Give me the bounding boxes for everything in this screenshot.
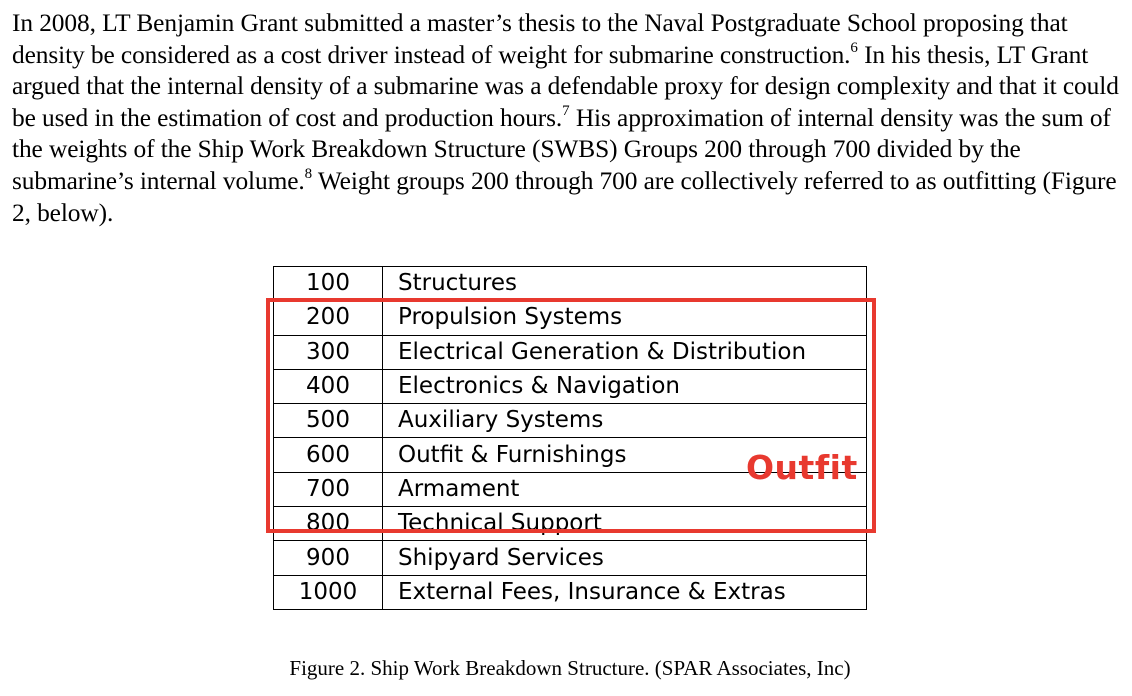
swbs-group-code: 100 xyxy=(274,267,383,301)
swbs-group-code: 500 xyxy=(274,404,383,438)
swbs-group-name: Electrical Generation & Distribution xyxy=(383,335,867,369)
body-paragraph xyxy=(12,8,1124,229)
swbs-group-name: Propulsion Systems xyxy=(383,301,867,335)
swbs-group-name: Auxiliary Systems xyxy=(383,404,867,438)
swbs-group-code: 700 xyxy=(274,472,383,506)
outfit-highlight-box xyxy=(266,298,876,533)
swbs-group-name: Structures xyxy=(383,267,867,301)
swbs-group-code: 400 xyxy=(274,369,383,403)
footnote-ref-6[interactable]: 6 xyxy=(850,39,858,56)
table-row xyxy=(274,575,867,609)
outfit-label: Outfit xyxy=(746,448,858,487)
swbs-group-name: Outfit & Furnishings xyxy=(383,438,867,472)
swbs-group-name: Electronics & Navigation xyxy=(383,369,867,403)
table-row xyxy=(274,541,867,575)
swbs-group-name: Armament xyxy=(383,472,867,506)
footnote-ref-8[interactable]: 8 xyxy=(304,165,313,182)
swbs-group-name: Shipyard Services xyxy=(383,541,867,575)
swbs-group-code: 1000 xyxy=(274,575,383,609)
swbs-group-name: Technical Support xyxy=(383,507,867,541)
swbs-group-code: 200 xyxy=(274,301,383,335)
swbs-group-code: 800 xyxy=(274,507,383,541)
paragraph-sentence-1: In 2008, LT Benjamin Grant submitted a master’s thesis to the Naval Postgraduate School proposing that density be considered as a cost driver instead of weight for submarine construction. xyxy=(12,9,1068,69)
swbs-group-code: 600 xyxy=(274,438,383,472)
swbs-group-code: 900 xyxy=(274,541,383,575)
footnote-ref-7[interactable]: 7 xyxy=(562,102,570,119)
paragraph-sentence-4: Weight groups 200 through 700 are collectively referred to as outfitting (Figure 2, below). xyxy=(12,166,1117,227)
table-row xyxy=(274,267,867,301)
swbs-group-code: 300 xyxy=(274,335,383,369)
swbs-group-name: External Fees, Insurance & Extras xyxy=(383,575,867,609)
paragraph-sentence-3: His approximation of internal density was the sum of the weights of the Ship Work Breakdown Structure (SWBS) Groups 200 through 700 divided by the submarine’s internal volume. xyxy=(12,103,1111,195)
paragraph-sentence-2: In his thesis, LT Grant argued that the internal density of a submarine was a defendable proxy for design complexity and that it could be used in the estimation of cost and production hours. xyxy=(12,40,1119,132)
figure-caption: Figure 2. Ship Work Breakdown Structure. (SPAR Associates, Inc) xyxy=(289,656,851,680)
